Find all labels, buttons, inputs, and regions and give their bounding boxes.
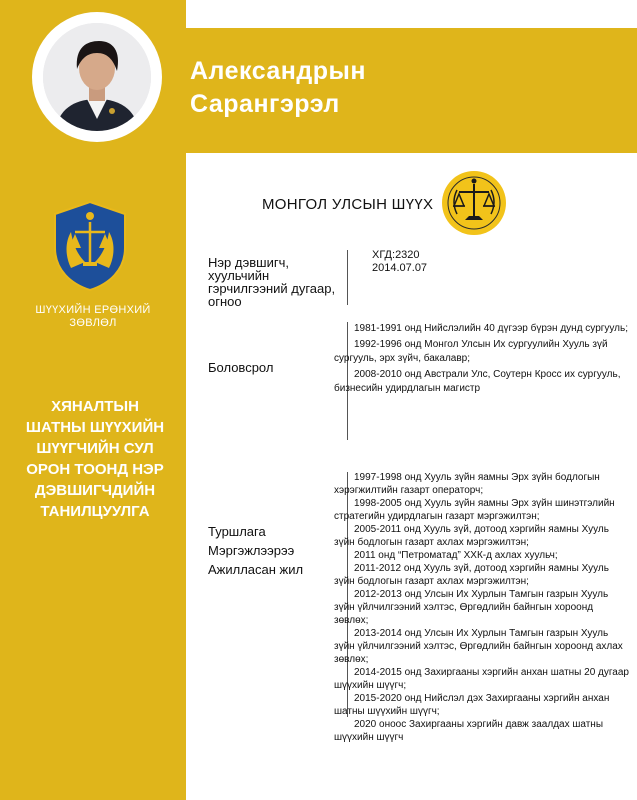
council-name-line2: ЗӨВЛӨЛ: [69, 317, 117, 329]
registration-values: [372, 249, 427, 275]
experience-label: [208, 522, 303, 579]
main-title-line: ОРОН ТООНД НЭР: [26, 461, 164, 478]
experience-item: 2011 онд “Петроматад” ХХК-д ахлах хуульч;: [354, 550, 558, 561]
registration-label-line: хуульчийн: [208, 268, 270, 283]
experience-label-line: Мэргэжлээрээ: [208, 543, 295, 558]
experience-item: 2015-2020 онд Нийслэл дэх Захиргааны хэргийн анхан шатны шүүхийн шүүгч;: [334, 693, 610, 717]
experience-list: [334, 471, 630, 744]
main-title: [10, 396, 180, 522]
divider-line: [347, 250, 348, 305]
judicial-council-emblem-icon: [51, 198, 129, 292]
experience-item: 2012-2013 онд Улсын Их Хурлын Тамгын газрын Хууль зүйн үйлчилгээний хэлтэс, Өргөдлийн байнгын хороонд зөвлөх;: [334, 589, 609, 626]
experience-item: 1998-2005 онд Хууль зүйн яамны Эрх зүйн шинэтгэлийн стратегийн удирдлагын газарт мэргэжилтэн;: [334, 498, 615, 522]
experience-label-line: Туршлага: [208, 524, 266, 539]
main-title-line: ХЯНАЛТЫН: [51, 398, 139, 415]
experience-item: 2013-2014 онд Улсын Их Хурлын Тамгын газрын Хууль зүйн үйлчилгээний хэлтэс, Өргөдлийн байнгын хороонд ахлах зөвлөх;: [334, 628, 623, 665]
registration-label: [208, 256, 335, 308]
experience-item: 2005-2011 онд Хууль зүй, дотоод хэргийн яамны Хууль зүйн бодлогын газарт ахлах мэргэжилтэн;: [334, 524, 609, 548]
certificate-date: 2014.07.07: [372, 262, 428, 274]
registration-label-line: Нэр дэвшигч,: [208, 255, 289, 270]
main-title-line: ДЭВШИГЧДИЙН: [34, 482, 156, 499]
experience-item: 2020 оноос Захиргааны хэргийн давж заалдах шатны шүүхийн шүүгч: [334, 719, 604, 743]
candidate-photo: [43, 23, 151, 131]
education-label: Боловсрол: [208, 360, 274, 375]
education-list: [334, 322, 630, 398]
education-item: 1992-1996 онд Монгол Улсын Их сургуулийн Хууль зүй сургууль, эрх зүйч, бакалавр;: [334, 339, 608, 364]
experience-item: 2014-2015 онд Захиргааны хэргийн анхан шатны 20 дугаар шүүхийн шүүгч;: [334, 667, 629, 691]
candidate-name-line1: Александрын: [190, 57, 366, 85]
court-title: МОНГОЛ УЛСЫН ШҮҮХ: [262, 196, 434, 213]
court-emblem-icon: [441, 170, 507, 236]
main-title-line: ШҮҮГЧИЙН СУЛ: [36, 440, 154, 457]
main-title-line: ШАТНЫ ШҮҮХИЙН: [25, 419, 165, 436]
education-item: 2008-2010 онд Австрали Улс, Соутерн Кросс их сургууль, бизнесийн удирдлагын магистр: [334, 369, 621, 394]
experience-item: 2011-2012 онд Хууль зүй, дотоод хэргийн яамны Хууль зүйн бодлогын газарт ахлах мэргэжилтэн;: [334, 563, 609, 587]
education-item: 1981-1991 онд Нийслэлийн 40 дүгээр бүрэн дунд сургууль;: [354, 323, 629, 334]
council-name: [10, 304, 176, 330]
registration-label-line: огноо: [208, 294, 242, 309]
experience-label-line: Ажилласан жил: [208, 562, 304, 577]
candidate-name-line2: Сарангэрэл: [190, 90, 340, 118]
certificate-number: ХГД:2320: [372, 249, 420, 261]
council-name-line1: ШҮҮХИЙН ЕРӨНХИЙ: [35, 304, 151, 316]
candidate-name: [190, 55, 366, 121]
experience-item: 1997-1998 онд Хууль зүйн яамны Эрх зүйн бодлогын хэрэгжилтийн газарт операторч;: [334, 472, 600, 496]
main-title-line: ТАНИЛЦУУЛГА: [40, 503, 150, 520]
registration-label-line: гэрчилгээний дугаар,: [208, 281, 336, 296]
